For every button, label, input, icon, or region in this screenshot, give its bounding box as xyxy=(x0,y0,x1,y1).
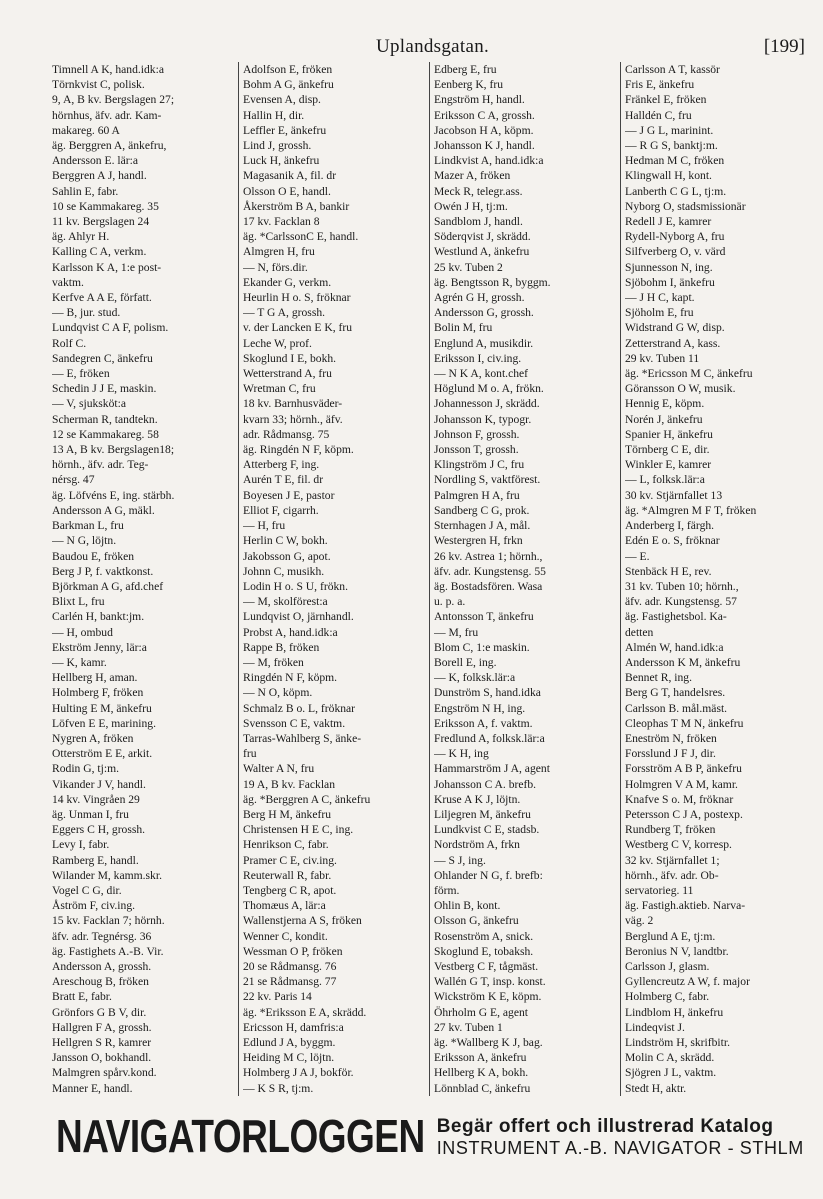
directory-entry: Nyborg O, stadsmissionär xyxy=(625,199,746,213)
directory-entry: kvarn 33; hörnh., äfv. xyxy=(243,412,343,426)
directory-entry: Thomæus A, lär:a xyxy=(243,899,326,913)
directory-entry: 13 A, B kv. Bergslagen18; xyxy=(52,443,175,457)
directory-entry: äg. Ahlyr H. xyxy=(52,230,110,244)
directory-entry: Dunström S, hand.idka xyxy=(434,686,541,700)
directory-entry: Atterberg F, ing. xyxy=(243,458,320,472)
directory-entry: Wickström K E, köpm. xyxy=(434,990,542,1004)
directory-entry: Lanberth C G L, tj:m. xyxy=(625,184,727,198)
directory-entry: u. p. a. xyxy=(434,595,466,609)
directory-entry: Hallgren F A, grossh. xyxy=(52,1020,152,1034)
directory-entry: Hellberg H, aman. xyxy=(52,671,138,685)
directory-entry: Zetterstrand A, kass. xyxy=(625,336,721,350)
directory-entry: Knafve S o. M, fröknar xyxy=(625,792,734,806)
directory-entry: Reuterwall R, fabr. xyxy=(243,868,332,882)
directory-entry: Fränkel E, fröken xyxy=(625,93,707,107)
directory-entry: äg. Fastigh.aktieb. Narva- xyxy=(625,899,746,913)
directory-entry: — M, skolförest:a xyxy=(243,595,328,609)
directory-entry: Åström F, civ.ing. xyxy=(52,899,136,913)
directory-entry: Lindeqvist J. xyxy=(625,1020,685,1034)
directory-entry: Karlsson K A, 1:e post- xyxy=(52,260,162,274)
directory-entry: äg. *Almgren M F T, fröken xyxy=(625,503,757,517)
directory-entry: — R G S, banktj:m. xyxy=(625,139,718,153)
directory-entry: äg. *Ericsson M C, änkefru xyxy=(625,367,753,381)
directory-entry: Johansson K J, handl. xyxy=(434,139,535,153)
directory-entry: Andersson E. lär:a xyxy=(52,154,138,168)
directory-entry: Forsström A B P, änkefru xyxy=(625,762,742,776)
directory-entry: Sandblom J, handl. xyxy=(434,215,523,229)
directory-entry: Norén J, änkefru xyxy=(625,412,703,426)
directory-entry: Liljegren M, änkefru xyxy=(434,807,531,821)
directory-entry: Törnberg C E, dir. xyxy=(625,443,710,457)
directory-entry: fru xyxy=(243,747,257,761)
directory-entry: hörnh., äfv. adr. Teg- xyxy=(52,458,149,472)
directory-entry: Jacobson H A, köpm. xyxy=(434,123,534,137)
directory-entry: Hulting E M, änkefru xyxy=(52,701,152,715)
directory-entry: 9, A, B kv. Bergslagen 27; xyxy=(52,93,175,107)
directory-entry: — J H C, kapt. xyxy=(625,291,695,305)
directory-entry: Forsslund J F J, dir. xyxy=(625,747,716,761)
directory-entry: Tarras-Wahlberg S, änke- xyxy=(243,731,362,745)
directory-entry: äfv. adr. Kungstensg. 57 xyxy=(625,595,737,609)
directory-entry: Lindkvist A, hand.idk:a xyxy=(434,154,544,168)
directory-entry: Areschoug B, fröken xyxy=(52,975,149,989)
directory-entry: Johnson F, grossh. xyxy=(434,427,520,441)
directory-entry: Edberg E, fru xyxy=(434,63,497,76)
directory-entry: — E. xyxy=(625,549,650,563)
directory-entry: Berglund A E, tj:m. xyxy=(625,929,716,943)
directory-entry: Göransson O W, musik. xyxy=(625,382,736,396)
directory-entry: — N K A, kont.chef xyxy=(434,367,529,381)
directory-entry: — N, förs.dir. xyxy=(243,260,308,274)
directory-entry: Ramberg E, handl. xyxy=(52,853,139,867)
directory-entry: 21 se Rådmansg. 77 xyxy=(243,975,337,989)
directory-entry: Jakobsson G, apot. xyxy=(243,549,331,563)
directory-entry: Herlin C W, bokh. xyxy=(243,534,328,548)
directory-entry: Johnn C, musikh. xyxy=(243,564,325,578)
directory-entry: Ohlander N G, f. brefb: xyxy=(434,868,543,882)
directory-entry: 15 kv. Facklan 7; hörnh. xyxy=(52,914,165,928)
directory-entry: Probst A, hand.idk:a xyxy=(243,625,338,639)
directory-entry: Eriksson A, f. vaktm. xyxy=(434,716,533,730)
directory-entry: äg. Fastighetsbol. Ka- xyxy=(625,610,727,624)
directory-entry: Sjunnesson N, ing. xyxy=(625,260,713,274)
directory-entry: Timnell A K, hand.idk:a xyxy=(52,63,164,76)
directory-entry: Lodin H o. S U, frökn. xyxy=(243,579,348,593)
advertisement-brand: NAVIGATORLOGGEN xyxy=(56,1110,425,1162)
directory-entry: Johansson C A. brefb. xyxy=(434,777,537,791)
advertisement-text xyxy=(437,1116,804,1159)
advertisement-banner xyxy=(56,1106,806,1168)
directory-entry: Leffler E, änkefru xyxy=(243,123,327,137)
directory-entry: Mazer A, fröken xyxy=(434,169,511,183)
directory-entry: Klingwall H, kont. xyxy=(625,169,712,183)
directory-entry: Carlén H, bankt:jm. xyxy=(52,610,145,624)
directory-entry: Blixt L, fru xyxy=(52,595,105,609)
directory-entry: — S J, ing. xyxy=(434,853,486,867)
directory-entry: Vestberg C F, tågmäst. xyxy=(434,959,539,973)
directory-column-1 xyxy=(52,62,238,1096)
directory-entry: Sandegren C, änkefru xyxy=(52,351,153,365)
directory-entry: Christensen H E C, ing. xyxy=(243,823,354,837)
directory-entry: Scherman R, tandtekn. xyxy=(52,412,158,426)
directory-entry: Kalling C A, verkm. xyxy=(52,245,147,259)
directory-entry: Hammarström J A, agent xyxy=(434,762,550,776)
directory-entry: Malmgren spårv.kond. xyxy=(52,1066,157,1080)
directory-column-2 xyxy=(238,62,429,1096)
directory-entry: — K, kamr. xyxy=(52,655,107,669)
directory-entry: Blom C, 1:e maskin. xyxy=(434,640,530,654)
directory-entry: Bohm A G, änkefru xyxy=(243,78,334,92)
directory-entry: — T G A, grossh. xyxy=(243,306,326,320)
directory-entry: Holmberg J A J, bokför. xyxy=(243,1066,354,1080)
directory-entry: Grönfors G B V, dir. xyxy=(52,1005,147,1019)
directory-entry: Eriksson C A, grossh. xyxy=(434,108,535,122)
directory-entry: Fris E, änkefru xyxy=(625,78,695,92)
directory-entry: äg. Fastighets A.-B. Vir. xyxy=(52,944,164,958)
directory-entry: Petersson C J A, postexp. xyxy=(625,807,743,821)
directory-entry: Holmberg C, fabr. xyxy=(625,990,710,1004)
directory-column-4 xyxy=(620,62,811,1096)
directory-entry: Leche W, prof. xyxy=(243,336,312,350)
directory-entry: Schmalz B o. L, fröknar xyxy=(243,701,356,715)
directory-entry: Boyesen J E, pastor xyxy=(243,488,335,502)
directory-entry: Heiding M C, löjtn. xyxy=(243,1051,335,1065)
directory-entry: väg. 2 xyxy=(625,914,654,928)
directory-entry: äg. Bengtsson R, byggm. xyxy=(434,275,551,289)
directory-entry: Sternhagen J A, mål. xyxy=(434,519,531,533)
directory-entry: Söderqvist J, skrädd. xyxy=(434,230,531,244)
directory-entry: Vogel C G, dir. xyxy=(52,883,122,897)
directory-entry: Björkman A G, afd.chef xyxy=(52,579,164,593)
directory-entry: äg. Löfvéns E, ing. stärbh. xyxy=(52,488,175,502)
directory-entry: Hellberg K A, bokh. xyxy=(434,1066,529,1080)
directory-entry: Holmgren V A M, kamr. xyxy=(625,777,738,791)
directory-entry: Rolf C. xyxy=(52,336,87,350)
directory-entry: Svensson C E, vaktm. xyxy=(243,716,346,730)
directory-entry: Lindblom H, änkefru xyxy=(625,1005,724,1019)
directory-entry: Berggren A J, handl. xyxy=(52,169,147,183)
directory-entry: Kerfve A A E, författ. xyxy=(52,291,152,305)
directory-entry: Johansson K, typogr. xyxy=(434,412,532,426)
directory-entry: äg. Unman I, fru xyxy=(52,807,129,821)
directory-entry: — N G, löjtn. xyxy=(52,534,117,548)
directory-entry: 31 kv. Tuben 10; hörnh., xyxy=(625,579,739,593)
directory-entry: Palmgren H A, fru xyxy=(434,488,520,502)
directory-entry: Wallenstjerna A S, fröken xyxy=(243,914,362,928)
directory-entry: Berg J P, f. vaktkonst. xyxy=(52,564,154,578)
directory-entry: 26 kv. Astrea 1; hörnh., xyxy=(434,549,543,563)
directory-entry: äfv. adr. Tegnérsg. 36 xyxy=(52,929,152,943)
directory-entry: Vikander J V, handl. xyxy=(52,777,146,791)
directory-entry: Barkman L, fru xyxy=(52,519,124,533)
directory-entry: Lönnblad C, änkefru xyxy=(434,1081,531,1095)
directory-entry: Almén W, hand.idk:a xyxy=(625,640,724,654)
directory-entry: Carlsson B. mål.mäst. xyxy=(625,701,728,715)
directory-entry: äg. *Berggren A C, änkefru xyxy=(243,792,371,806)
directory-entry: Jonsson T, grossh. xyxy=(434,443,519,457)
directory-entry: Eggers C H, grossh. xyxy=(52,823,146,837)
directory-entry: Berg H M, änkefru xyxy=(243,807,332,821)
directory-entry: 10 se Kammakareg. 35 xyxy=(52,199,159,213)
directory-entry: Berg G T, handelsres. xyxy=(625,686,726,700)
directory-entry: Schedin J J E, maskin. xyxy=(52,382,157,396)
directory-entry: — K H, ing xyxy=(434,747,489,761)
directory-entry: Adolfson E, fröken xyxy=(243,63,333,76)
directory-entry: Beronius N V, landtbr. xyxy=(625,944,729,958)
directory-entry: Kruse A K J, löjtn. xyxy=(434,792,521,806)
directory-entry: Sahlin E, fabr. xyxy=(52,184,119,198)
directory-entry: Skoglund E, tobaksh. xyxy=(434,944,534,958)
street-title: Uplandsgatan. xyxy=(375,36,490,57)
directory-entry: Wallén G T, insp. konst. xyxy=(434,975,546,989)
directory-entry: Nordling S, vaktförest. xyxy=(434,473,541,487)
directory-entry: äg. Ringdén N F, köpm. xyxy=(243,443,354,457)
directory-entry: Halldén C, fru xyxy=(625,108,692,122)
directory-entry: Silfverberg O, v. värd xyxy=(625,245,726,259)
directory-entry: 19 A, B kv. Facklan xyxy=(243,777,335,791)
directory-entry: 32 kv. Stjärnfallet 1; xyxy=(625,853,720,867)
directory-entry: — N O, köpm. xyxy=(243,686,313,700)
directory-entry: 27 kv. Tuben 1 xyxy=(434,1020,503,1034)
directory-entry: äg. *Wallberg K J, bag. xyxy=(434,1036,543,1049)
directory-entry: Andersson A, grossh. xyxy=(52,959,152,973)
directory-entry: äfv. adr. Kungstensg. 55 xyxy=(434,564,546,578)
directory-entry: Törnkvist C, polisk. xyxy=(52,78,145,92)
directory-entry: v. der Lancken E K, fru xyxy=(243,321,353,335)
directory-entry: Antonsson T, änkefru xyxy=(434,610,534,624)
directory-entry: — K S R, tj:m. xyxy=(243,1081,314,1095)
directory-entry: nérsg. 47 xyxy=(52,473,95,487)
directory-entry: — L, folksk.lär:a xyxy=(625,473,705,487)
directory-entry: — E, fröken xyxy=(52,367,110,381)
directory-entry: Sjögren J L, vaktm. xyxy=(625,1066,717,1080)
directory-entry: Baudou E, fröken xyxy=(52,549,135,563)
directory-entry: Lundqvist O, järnhandl. xyxy=(243,610,354,624)
directory-entry: Ekström Jenny, lär:a xyxy=(52,640,147,654)
directory-entry: Klingström J C, fru xyxy=(434,458,525,472)
directory-entry: Levy I, fabr. xyxy=(52,838,110,852)
directory-entry: Fredlund A, folksk.lär:a xyxy=(434,731,545,745)
directory-entry: Carlsson A T, kassör xyxy=(625,63,720,76)
directory-entry: Wretman C, fru xyxy=(243,382,316,396)
directory-entry: Meck R, telegr.ass. xyxy=(434,184,523,198)
directory-entry: Englund A, musikdir. xyxy=(434,336,534,350)
directory-entry: Andersson K M, änkefru xyxy=(625,655,741,669)
directory-entry: Westergren H, frkn xyxy=(434,534,523,548)
directory-entry: Rydell-Nyborg A, fru xyxy=(625,230,725,244)
directory-entry: äg. *Eriksson E A, skrädd. xyxy=(243,1005,367,1019)
directory-entry: 11 kv. Bergslagen 24 xyxy=(52,215,150,229)
directory-entry: Magasanik A, fil. dr xyxy=(243,169,337,183)
directory-entry: Manner E, handl. xyxy=(52,1081,133,1095)
directory-entry: 14 kv. Vingråen 29 xyxy=(52,792,140,806)
directory-entry: Westlund A, änkefru xyxy=(434,245,530,259)
directory-entry: Rosenström A, snick. xyxy=(434,929,534,943)
directory-entry: äg. *CarlssonC E, handl. xyxy=(243,230,359,244)
directory-entry: Rodin G, tj:m. xyxy=(52,762,119,776)
directory-entry: hörnh., äfv. adr. Ob- xyxy=(625,868,719,882)
directory-entry: Eenberg K, fru xyxy=(434,78,504,92)
directory-entry: Jansson O, bokhandl. xyxy=(52,1051,152,1065)
directory-entry: Eneström N, fröken xyxy=(625,731,717,745)
directory-entry: Ohlin B, kont. xyxy=(434,899,501,913)
directory-entry: — M, fröken xyxy=(243,655,304,669)
directory-entry: 29 kv. Tuben 11 xyxy=(625,351,700,365)
directory-entry: Eriksson A, änkefru xyxy=(434,1051,527,1065)
directory-entry: Nordström A, frkn xyxy=(434,838,520,852)
directory-entry: Olsson G, änkefru xyxy=(434,914,519,928)
directory-entry: Stenbäck H E, rev. xyxy=(625,564,712,578)
directory-entry: Spanier H, änkefru xyxy=(625,427,713,441)
directory-entry: Öhrholm G E, agent xyxy=(434,1005,529,1019)
directory-entry: Ekander G, verkm. xyxy=(243,275,332,289)
directory-entry: Rappe B, fröken xyxy=(243,640,320,654)
directory-entry: hörnhus, äfv. adr. Kam- xyxy=(52,108,162,122)
directory-entry: Carlsson J, glasm. xyxy=(625,959,710,973)
directory-entry: Sjöbohm I, änkefru xyxy=(625,275,715,289)
directory-entry: Pramer C E, civ.ing. xyxy=(243,853,337,867)
directory-entry: Åkerström B A, bankir xyxy=(243,199,350,213)
directory-entry: 17 kv. Facklan 8 xyxy=(243,215,320,229)
directory-entry: Eriksson I, civ.ing. xyxy=(434,351,522,365)
directory-entry: 22 kv. Paris 14 xyxy=(243,990,312,1004)
directory-entry: Holmberg F, fröken xyxy=(52,686,144,700)
directory-entry: Evensen A, disp. xyxy=(243,93,321,107)
directory-entry: 30 kv. Stjärnfallet 13 xyxy=(625,488,723,502)
directory-entry: Wilander M, kamm.skr. xyxy=(52,868,162,882)
directory-entry: Elliot F, cigarrh. xyxy=(243,503,319,517)
directory-entry: Andersson G, grossh. xyxy=(434,306,534,320)
directory-entry: förm. xyxy=(434,883,460,897)
directory-entry: Löfven E E, marining. xyxy=(52,716,156,730)
directory-entry: Hallin H, dir. xyxy=(243,108,305,122)
directory-entry: Lundqvist C A F, polism. xyxy=(52,321,169,335)
directory-entry: makareg. 60 A xyxy=(52,123,120,137)
directory-entry: Engström N H, ing. xyxy=(434,701,526,715)
directory-entry: Stedt H, aktr. xyxy=(625,1081,687,1095)
directory-entry: 12 se Kammakareg. 58 xyxy=(52,427,159,441)
directory-entry: Lundkvist C E, stadsb. xyxy=(434,823,540,837)
directory-entry: Redell J E, kamrer xyxy=(625,215,712,229)
directory-entry: Heurlin H o. S, fröknar xyxy=(243,291,351,305)
page-number: [199] xyxy=(763,36,805,57)
directory-entry: Johannesson J, skrädd. xyxy=(434,397,540,411)
directory-entry: Winkler E, kamrer xyxy=(625,458,712,472)
page-header xyxy=(60,36,805,62)
directory-entry: Aurén T E, fil. dr xyxy=(243,473,324,487)
directory-entry: äg. Bostadsfören. Wasa xyxy=(434,579,543,593)
directory-entry: Andersson A G, mäkl. xyxy=(52,503,155,517)
directory-entry: Nygren A, fröken xyxy=(52,731,134,745)
directory-entry: Owén J H, tj:m. xyxy=(434,199,508,213)
directory-entry: Engström H, handl. xyxy=(434,93,525,107)
directory-entry: Hellgren S R, kamrer xyxy=(52,1036,152,1049)
directory-entry: Rundberg T, fröken xyxy=(625,823,716,837)
directory-entry: Ringdén N F, köpm. xyxy=(243,671,338,685)
directory-entry: 20 se Rådmansg. 76 xyxy=(243,959,337,973)
directory-entry: adr. Rådmansg. 75 xyxy=(243,427,330,441)
directory-entry: servatorieg. 11 xyxy=(625,883,694,897)
directory-entry: Hedman M C, fröken xyxy=(625,154,725,168)
directory-entry: Sandberg C G, prok. xyxy=(434,503,530,517)
directory-entry: Tengberg C R, apot. xyxy=(243,883,337,897)
directory-entry: Bratt E, fabr. xyxy=(52,990,112,1004)
directory-entry: Anderberg I, färgh. xyxy=(625,519,715,533)
directory-entry: Molin C A, skrädd. xyxy=(625,1051,715,1065)
directory-entry: Gyllencreutz A W, f. major xyxy=(625,975,750,989)
directory-entry: Luck H, änkefru xyxy=(243,154,320,168)
directory-entry: Walter A N, fru xyxy=(243,762,315,776)
directory-entry: Hennig E, köpm. xyxy=(625,397,705,411)
directory-entry: Westberg C V, korresp. xyxy=(625,838,732,852)
directory-entry: Bolin M, fru xyxy=(434,321,493,335)
directory-entry: Otterström E E, arkit. xyxy=(52,747,153,761)
directory-entry: Lindström H, skrifbitr. xyxy=(625,1036,730,1049)
directory-entry: Ericsson H, damfris:a xyxy=(243,1020,344,1034)
directory-entry: Skoglund I E, bokh. xyxy=(243,351,337,365)
directory-entry: Wetterstrand A, fru xyxy=(243,367,332,381)
directory-entry: — M, fru xyxy=(434,625,479,639)
directory-entry: Wenner C, kondit. xyxy=(243,929,328,943)
directory-entry: detten xyxy=(625,625,654,639)
directory-entry: Henrikson C, fabr. xyxy=(243,838,329,852)
directory-entry: äg. Berggren A, änkefru, xyxy=(52,139,167,153)
directory-entry: Borell E, ing. xyxy=(434,655,497,669)
directory-entry: Sjöholm E, fru xyxy=(625,306,694,320)
directory-entry: — H, fru xyxy=(243,519,286,533)
directory-columns xyxy=(52,62,811,1096)
directory-entry: Agrén G H, grossh. xyxy=(434,291,525,305)
directory-entry: Almgren H, fru xyxy=(243,245,315,259)
directory-entry: Cleophas T M N, änkefru xyxy=(625,716,744,730)
directory-entry: — V, sjuksköt:a xyxy=(52,397,126,411)
directory-entry: Edén E o. S, fröknar xyxy=(625,534,720,548)
advertisement-line-1: Begär offert och illustrerad Katalog xyxy=(436,1115,774,1137)
directory-entry: Olsson O E, handl. xyxy=(243,184,331,198)
directory-entry: Lind J, grossh. xyxy=(243,139,312,153)
directory-entry: — K, folksk.lär:a xyxy=(434,671,516,685)
directory-column-3 xyxy=(429,62,620,1096)
directory-entry: 25 kv. Tuben 2 xyxy=(434,260,503,274)
directory-entry: — H, ombud xyxy=(52,625,113,639)
directory-entry: Widstrand G W, disp. xyxy=(625,321,725,335)
directory-entry: — J G L, marinint. xyxy=(625,123,714,137)
advertisement-line-2: INSTRUMENT A.-B. NAVIGATOR - STHLM xyxy=(436,1137,804,1158)
directory-entry: Edlund J A, byggm. xyxy=(243,1036,336,1049)
directory-entry: Wessman O P, fröken xyxy=(243,944,343,958)
directory-entry: — B, jur. stud. xyxy=(52,306,121,320)
directory-entry: Bennet R, ing. xyxy=(625,671,692,685)
directory-entry: 18 kv. Barnhusväder- xyxy=(243,397,343,411)
directory-entry: Höglund M o. A, frökn. xyxy=(434,382,544,396)
directory-entry: vaktm. xyxy=(52,275,84,289)
